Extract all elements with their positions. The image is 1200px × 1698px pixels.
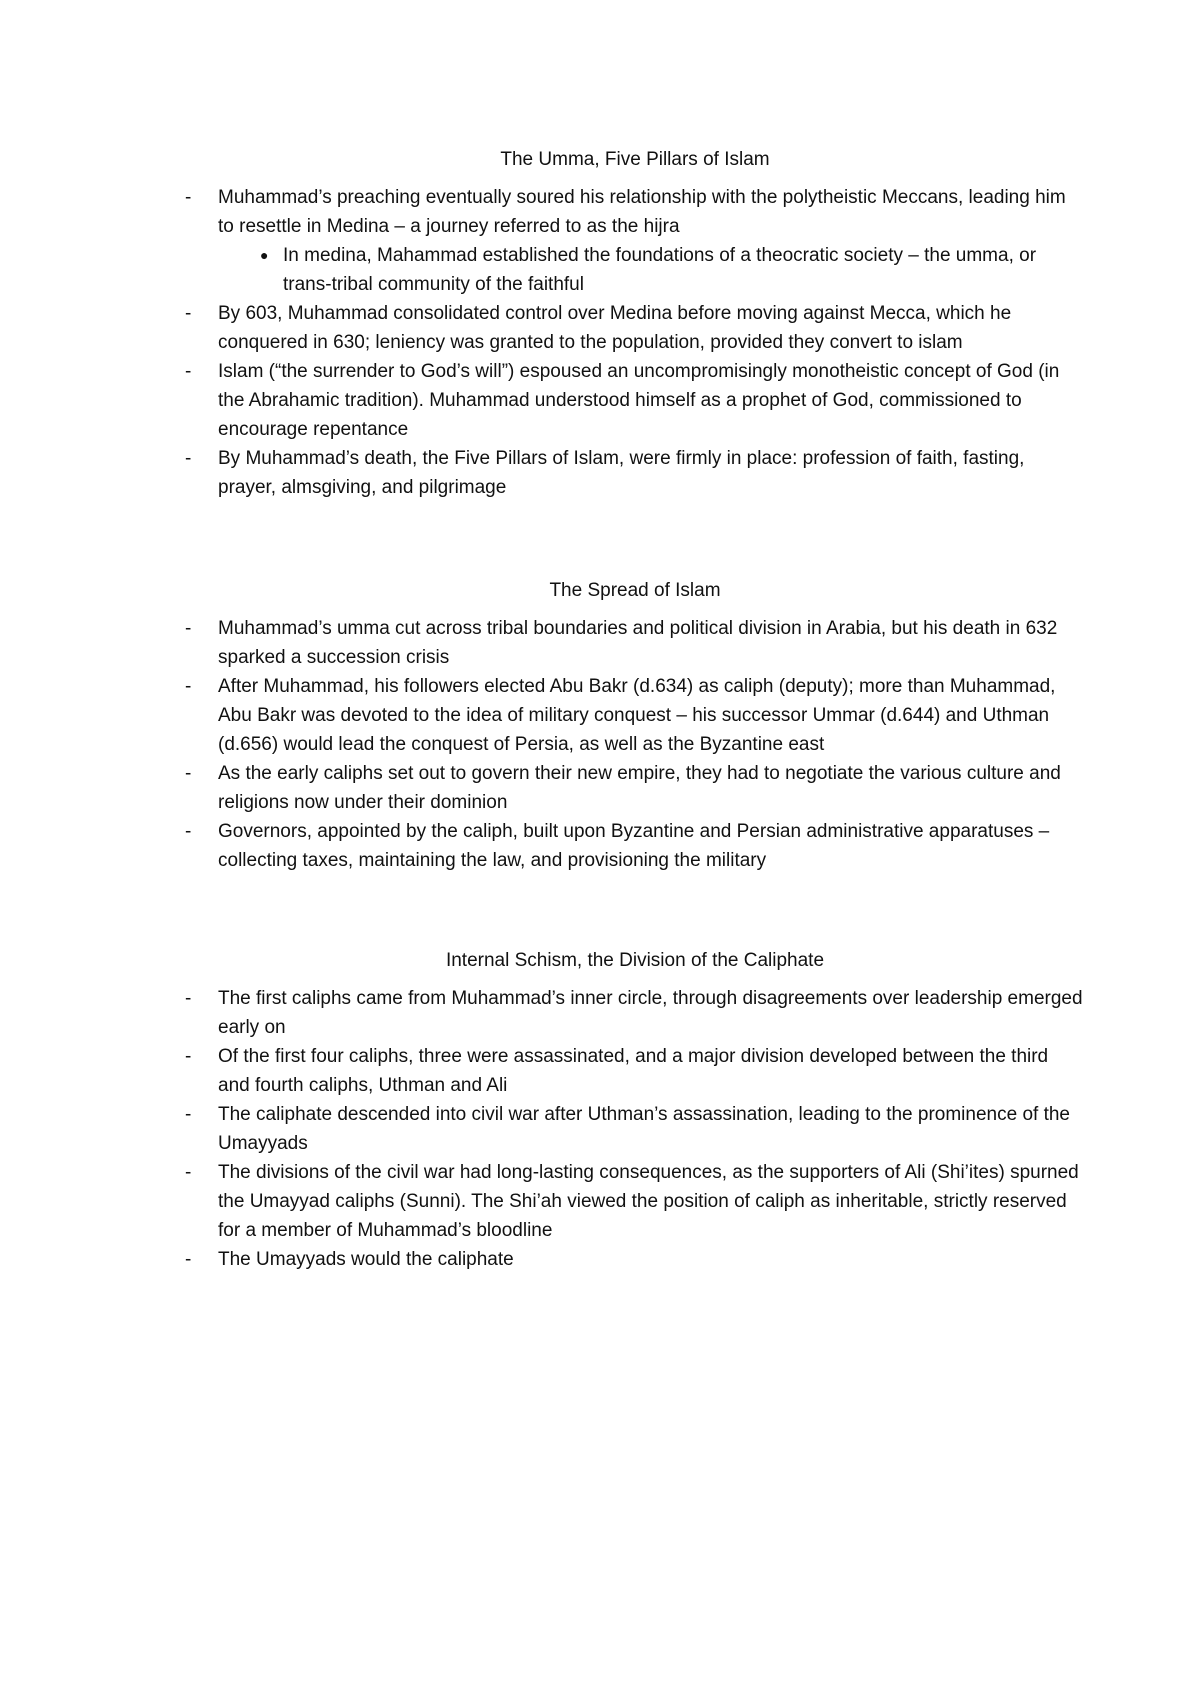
list-item-text: The caliphate descended into civil war after Uthman’s assassination, leading to the prominence of the Umayyads — [218, 1104, 1070, 1154]
list-item — [185, 1042, 1085, 1100]
list-item — [185, 299, 1085, 357]
list-item — [185, 984, 1085, 1042]
dash-bullet-icon: - — [185, 763, 192, 784]
sub-bullet-list — [218, 241, 1085, 299]
list-item — [185, 357, 1085, 444]
dash-bullet-icon: - — [185, 1162, 192, 1183]
sub-list-item-text: In medina, Mahammad established the foundations of a theocratic society – the umma, or trans-tribal community of the faithful — [283, 245, 1037, 295]
list-item-text: By 603, Muhammad consolidated control over Medina before moving against Mecca, which he conquered in 630; leniency was granted to the population, provided they convert to islam — [218, 303, 1012, 353]
section-heading: Internal Schism, the Division of the Caliphate — [445, 950, 825, 971]
list-item — [185, 444, 1085, 502]
dash-bullet-icon: - — [185, 618, 192, 639]
round-bullet-icon: ● — [260, 247, 269, 263]
dash-bullet-icon: - — [185, 821, 192, 842]
list-item-text: The divisions of the civil war had long-lasting consequences, as the supporters of Ali (Shi’ites) spurned the Umayyad caliphs (Sunni). The Shi’ah viewed the position of caliph as inheritable, strictly reserved for a member of Muhammad’s bloodline — [218, 1162, 1079, 1241]
list-item-text: Muhammad’s umma cut across tribal boundaries and political division in Arabia, but his death in 632 sparked a succession crisis — [218, 618, 1058, 668]
sub-list-item — [260, 241, 1085, 299]
dash-bullet-icon: - — [185, 1249, 192, 1270]
list-item-text: The first caliphs came from Muhammad’s inner circle, through disagreements over leadership emerged early on — [218, 988, 1083, 1038]
bullet-list — [185, 183, 1085, 502]
dash-bullet-icon: - — [185, 361, 192, 382]
list-item-text: The Umayyads would the caliphate — [218, 1249, 514, 1270]
list-item-text: As the early caliphs set out to govern their new empire, they had to negotiate the various culture and religions now under their dominion — [218, 763, 1061, 813]
list-item — [185, 817, 1085, 875]
dash-bullet-icon: - — [185, 303, 192, 324]
dash-bullet-icon: - — [185, 676, 192, 697]
section-internal-schism — [185, 946, 1085, 1274]
list-item-text: Islam (“the surrender to God’s will”) espoused an uncompromisingly monotheistic concept of God (in the Abrahamic tradition). Muhammad understood himself as a prophet of God, commissioned to encourage repentance — [218, 361, 1060, 440]
section-umma — [185, 145, 1085, 502]
dash-bullet-icon: - — [185, 1046, 192, 1067]
list-item — [185, 1100, 1085, 1158]
list-item-text: Of the first four caliphs, three were assassinated, and a major division developed between the third and fourth caliphs, Uthman and Ali — [218, 1046, 1049, 1096]
list-item-text: After Muhammad, his followers elected Abu Bakr (d.634) as caliph (deputy); more than Muhammad, Abu Bakr was devoted to the idea of military conquest – his successor Ummar (d.644) and Uthman (d.656) would lead the conquest of Persia, as well as the Byzantine east — [218, 676, 1056, 755]
dash-bullet-icon: - — [185, 1104, 192, 1125]
list-item-text: Muhammad’s preaching eventually soured his relationship with the polytheistic Meccans, leading him to resettle in Medina – a journey referred to as the hijra — [218, 187, 1066, 237]
list-item — [185, 672, 1085, 759]
bullet-list — [185, 614, 1085, 875]
section-heading: The Umma, Five Pillars of Islam — [500, 149, 770, 170]
list-item-text: Governors, appointed by the caliph, built upon Byzantine and Persian administrative apparatuses – collecting taxes, maintaining the law, and provisioning the military — [218, 821, 1050, 871]
list-item — [185, 183, 1085, 299]
section-spread-of-islam — [185, 576, 1085, 875]
list-item-text: By Muhammad’s death, the Five Pillars of Islam, were firmly in place: profession of faith, fasting, prayer, almsgiving, and pilgrimage — [218, 448, 1025, 498]
dash-bullet-icon: - — [185, 448, 192, 469]
list-item — [185, 1245, 1085, 1274]
list-item — [185, 759, 1085, 817]
dash-bullet-icon: - — [185, 988, 192, 1009]
dash-bullet-icon: - — [185, 187, 192, 208]
section-heading: The Spread of Islam — [549, 580, 721, 601]
list-item — [185, 1158, 1085, 1245]
list-item — [185, 614, 1085, 672]
bullet-list — [185, 984, 1085, 1274]
